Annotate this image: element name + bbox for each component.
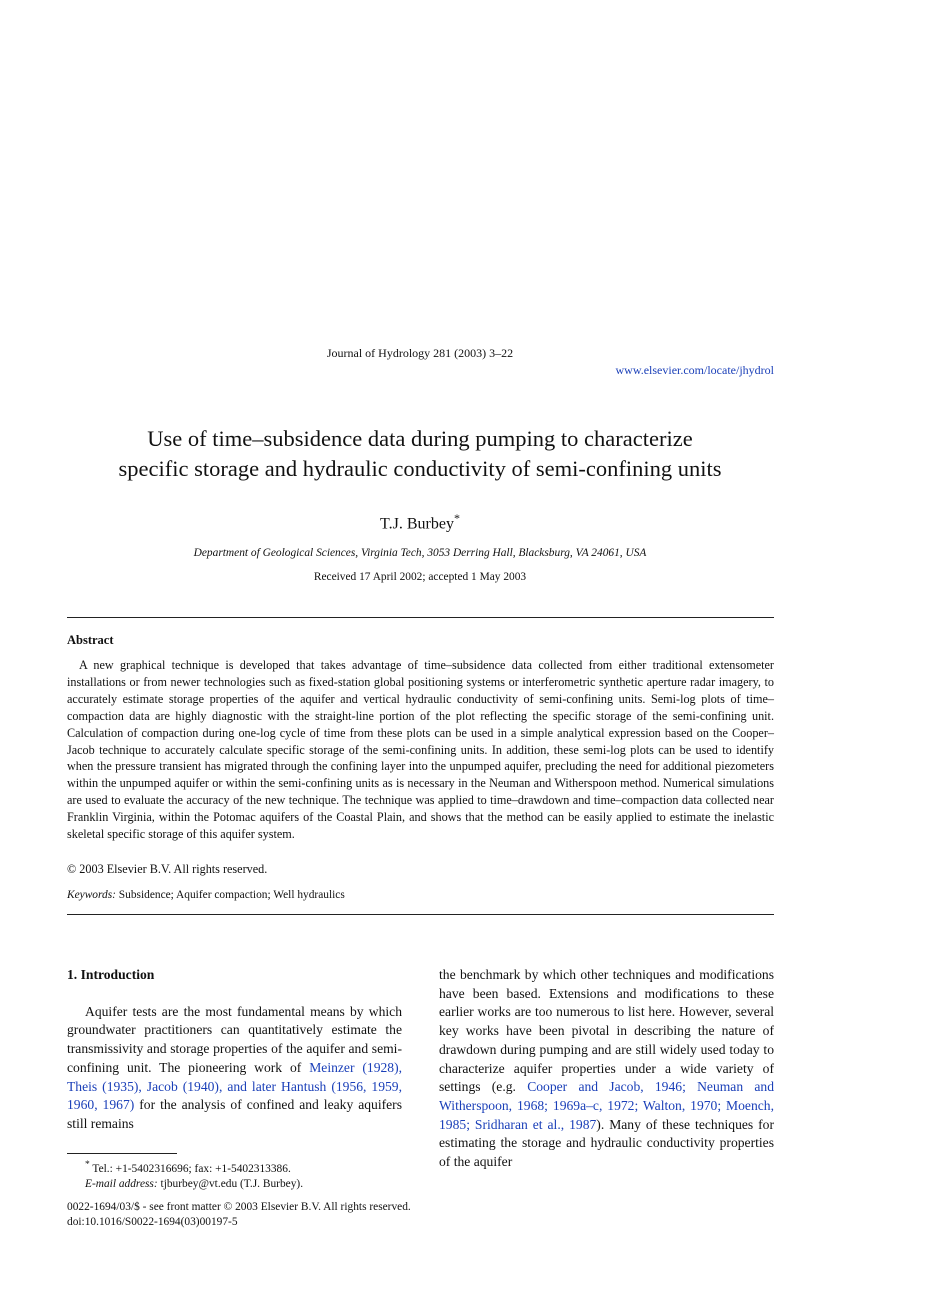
author-text: T.J. Burbey: [380, 515, 454, 533]
abstract-body: [67, 657, 774, 843]
keywords-label: Keywords:: [67, 889, 116, 901]
footnote-mark: *: [85, 1160, 90, 1170]
intro-right-text-end: ). Many of these techniques for estimating the storage and hydraulic conductivity properties of the aquifer: [439, 1116, 775, 1170]
page-footer: [67, 1200, 411, 1230]
keywords-list: Subsidence; Aquifer compaction; Well hydraulics: [118, 889, 345, 901]
intro-left-text: Aquifer tests are the most fundamental means by which groundwater practitioners can quantitatively estimate the transmissivity and storage properties of the aquifer and semi-confining unit. The pioneering work of: [67, 1003, 402, 1075]
title-line-2: specific storage and hydraulic conductivity of semi-confining units: [118, 456, 722, 481]
article-title: [50, 424, 790, 484]
intro-right-text: the benchmark by which other techniques and modifications have been based. Extensions and modifications to these earlier works are too numerous to list here. However, several key works have been pivotal in describing the nature of drawdown during pumping and are still widely used today to characterize aquifer properties under a wide variety of settings (e.g.: [439, 967, 774, 1095]
intro-paragraph-right: [439, 966, 774, 1172]
footnote-email[interactable]: tjburbey@vt.edu (T.J. Burbey).: [160, 1178, 304, 1191]
bottom-divider: [67, 914, 774, 915]
citation-link-cooper-neuman-walton-moench-sridharan[interactable]: Cooper and Jacob, 1946; Neuman and Witherspoon, 1968; 1969a–c, 1972; Walton, 1970; Moench, 1985; Sridharan et al., 1987: [439, 1079, 775, 1132]
title-line-1: Use of time–subsidence data during pumping to characterize: [147, 426, 693, 451]
journal-citation: Journal of Hydrology 281 (2003) 3–22: [326, 346, 514, 360]
footnote-contact: Tel.: +1-5402316696; fax: +1-5402313386.: [92, 1162, 291, 1175]
right-column: [439, 966, 774, 1172]
citation-link-meinzer-theis-jacob-hantush[interactable]: Meinzer (1928), Theis (1935), Jacob (1940), and later Hantush (1956, 1959, 1960, 1967): [67, 1059, 403, 1113]
footnote-divider: [67, 1153, 177, 1154]
author-footnote: [67, 1158, 402, 1193]
footer-doi[interactable]: doi:10.1016/S0022-1694(03)00197-5: [67, 1216, 238, 1228]
footer-issn: 0022-1694/03/$ - see front matter © 2003 Elsevier B.V. All rights reserved.: [67, 1201, 411, 1213]
author-affiliation: Department of Geological Sciences, Virginia Tech, 3053 Derring Hall, Blacksburg, VA 24061, USA: [193, 547, 647, 559]
author-name: [0, 511, 840, 533]
top-divider: [67, 617, 774, 618]
keywords: [67, 889, 345, 901]
footnote-email-label: E-mail address:: [85, 1178, 158, 1191]
journal-url-link[interactable]: www.elsevier.com/locate/jhydrol: [615, 363, 774, 377]
intro-left-text-end: for the analysis of confined and leaky aquifers still remains: [67, 1097, 402, 1131]
abstract-text: A new graphical technique is developed that takes advantage of time–subsidence data collected from either traditional extensometer installations or from newer technologies such as fixed-station global positioning systems or interferometric synthetic aperture radar imagery, to accurately estimate storage properties of the aquifer and vertical hydraulic conductivity of semi-confining units. Semi-log plots of time–compaction data are highly diagnostic with the straight-line portion of the plot reflecting the specific storage of the semi-confining unit. Calculation of compaction during one-log cycle of time from these plots can be used in a simple analytical expression based on the Cooper–Jacob technique to accurately calculate specific storage of the semi-confining units. In addition, these semi-log plots can be used to identify when the pressure transient has migrated through the confining layer into the unpumped aquifer, precluding the need for additional piezometers within the unpumped aquifer or within the semi-confining units as is necessary in the Neuman and Witherspoon method. Numerical simulations are used to evaluate the accuracy of the new technique. The technique was applied to time–drawdown and time–compaction data collected near Franklin Virginia, within the Potomac aquifers of the Coastal Plain, and shows that the method can be easily applied to estimate the inelastic skeletal specific storage of this aquifer system.: [67, 658, 774, 842]
author-footnote-mark[interactable]: *: [453, 511, 460, 525]
abstract-copyright: © 2003 Elsevier B.V. All rights reserved.: [67, 862, 268, 876]
section-heading-introduction: 1. Introduction: [67, 967, 155, 982]
left-column: [67, 966, 402, 1134]
received-dates: Received 17 April 2002; accepted 1 May 2003: [313, 571, 527, 583]
intro-paragraph-left: [67, 1003, 402, 1134]
abstract-heading: Abstract: [67, 633, 114, 647]
